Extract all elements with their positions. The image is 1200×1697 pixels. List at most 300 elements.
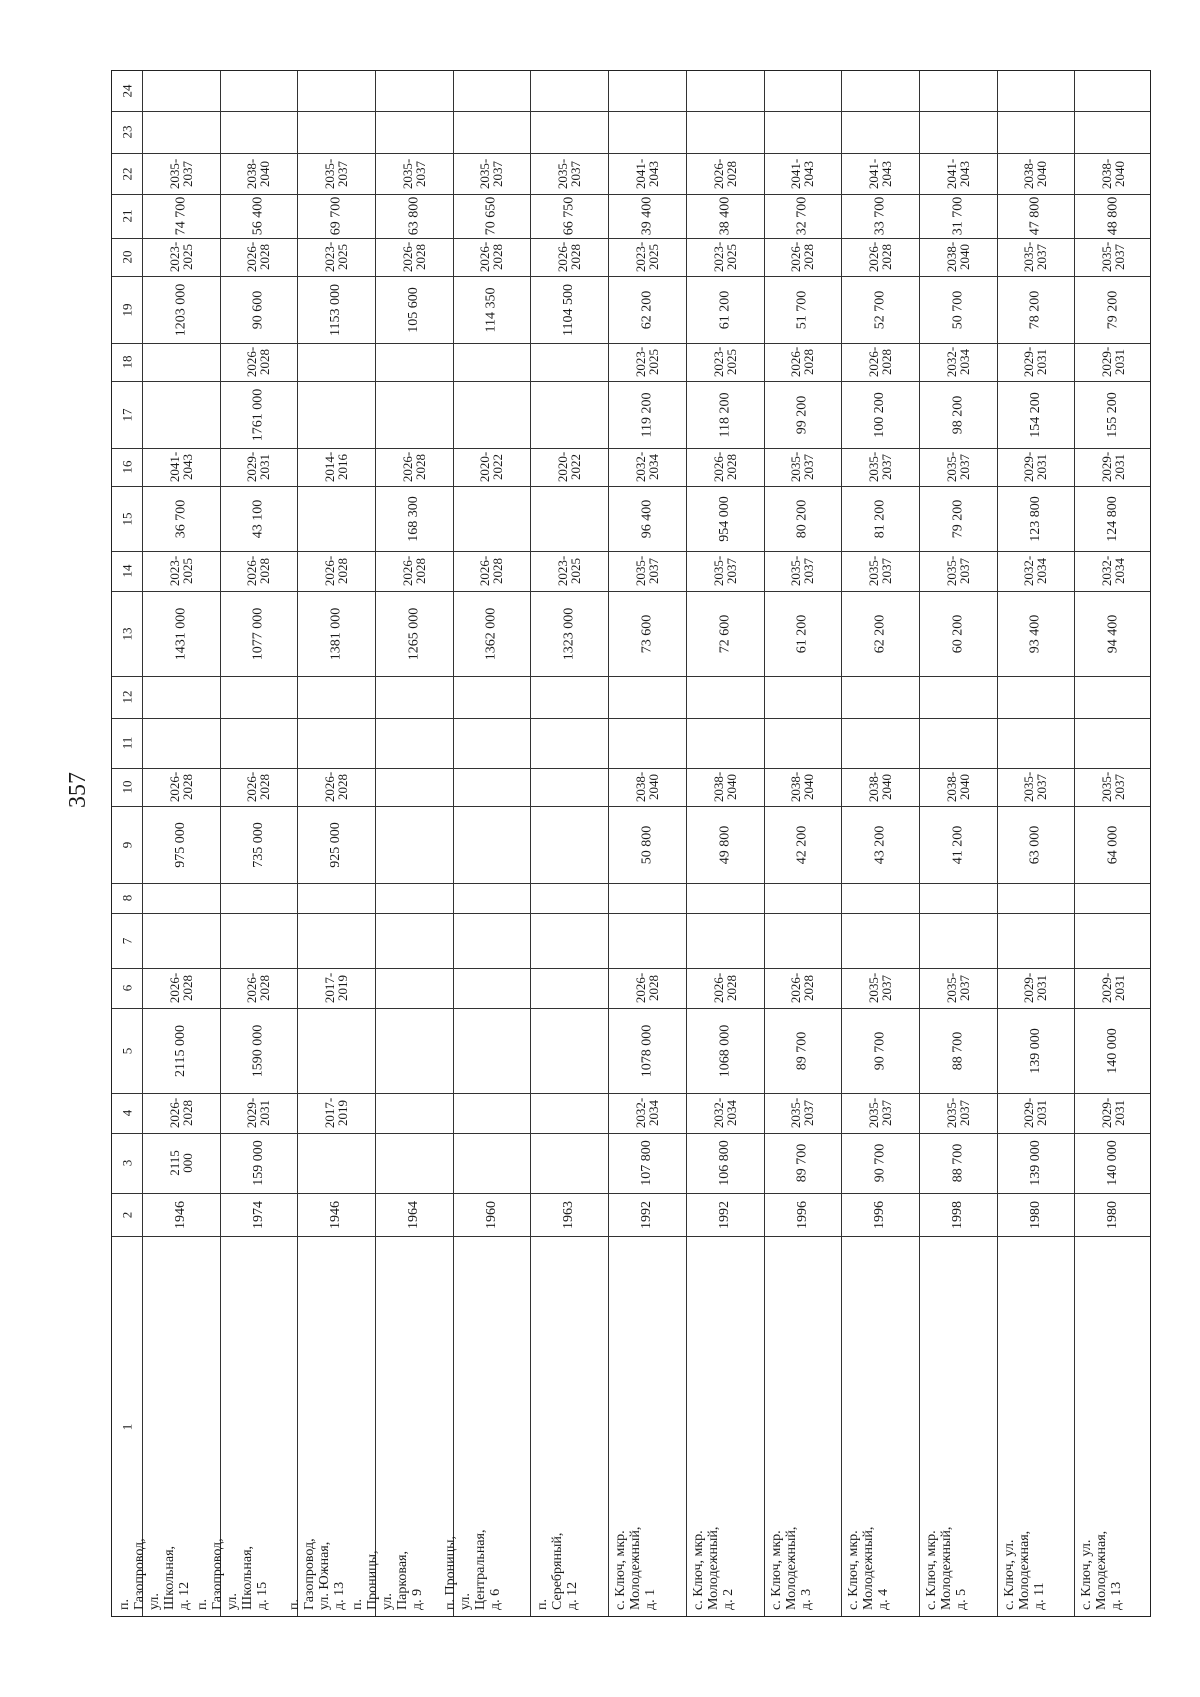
table-cell (686, 913, 764, 968)
table-cell (919, 768, 997, 806)
table-cell (764, 71, 841, 111)
cell-value: 2035- 2037 (555, 158, 583, 189)
table-cell (764, 194, 841, 238)
table-cell (1074, 591, 1152, 676)
cell-value: 2038- 2040 (944, 241, 972, 273)
table-cell (220, 551, 297, 591)
table-cell (530, 768, 608, 806)
cell-value: 96 400 (639, 499, 654, 538)
column-header-label: 23 (119, 125, 134, 139)
table-cell (841, 1133, 919, 1193)
cell-value: 1963 (561, 1200, 576, 1229)
cell-value: 168 300 (406, 495, 421, 542)
cell-value: 2026- 2028 (788, 241, 817, 273)
table-cell (453, 276, 530, 343)
table-cell (1074, 968, 1152, 1008)
table-cell (530, 71, 608, 111)
table-cell (686, 1193, 764, 1236)
table-cell (142, 238, 220, 276)
cell-value: 925 000 (328, 821, 343, 868)
cell-value: 52 700 (872, 290, 887, 329)
table-cell (686, 1008, 764, 1093)
table-cell (608, 71, 686, 111)
cell-value: 90 700 (872, 1031, 887, 1070)
address-label: с. Ключ, мкр. Молодежный, д. 3 (769, 1526, 814, 1610)
table-cell (453, 194, 530, 238)
cell-value: 118 200 (716, 392, 732, 437)
table-cell (764, 718, 841, 768)
table-cell (220, 883, 297, 913)
table-cell (453, 381, 530, 448)
table-cell (142, 591, 220, 676)
table-cell (453, 486, 530, 551)
column-header-label: 20 (119, 250, 134, 264)
table-cell (608, 551, 686, 591)
table-cell (142, 448, 220, 486)
cell-value: 72 600 (717, 614, 732, 653)
table-cell (220, 71, 297, 111)
cell-value: 41 200 (950, 825, 965, 864)
cell-value: 2023- 2025 (711, 346, 739, 378)
table-cell (686, 883, 764, 913)
table-cell (220, 1193, 297, 1236)
cell-value: 36 700 (173, 499, 188, 538)
table-cell (919, 1193, 997, 1236)
table-cell (919, 676, 997, 718)
table-cell (375, 276, 453, 343)
table-cell (841, 194, 919, 238)
table-cell (919, 153, 997, 194)
table-cell (608, 486, 686, 551)
cell-value: 2038- 2040 (711, 771, 739, 803)
cell-value: 2026- 2028 (244, 972, 273, 1004)
table-cell (997, 676, 1074, 718)
table-cell (1074, 676, 1152, 718)
cell-value: 2035- 2037 (1021, 241, 1050, 273)
cell-value: 61 200 (717, 290, 732, 329)
column-header-label: 3 (119, 1159, 134, 1167)
table-cell (764, 676, 841, 718)
column-header-label: 12 (119, 690, 134, 704)
cell-value: 1992 (639, 1200, 654, 1229)
cell-value: 2035- 2037 (788, 1097, 817, 1129)
column-header-label: 8 (119, 894, 134, 902)
table-cell (530, 883, 608, 913)
table-cell (919, 913, 997, 968)
column-header-9 (112, 806, 142, 883)
table-cell (530, 806, 608, 883)
table-cell (375, 913, 453, 968)
table-cell (686, 1093, 764, 1133)
table-cell (142, 1008, 220, 1093)
cell-value: 139 000 (1027, 1140, 1043, 1186)
table-cell (297, 381, 375, 448)
table-cell (220, 194, 297, 238)
table-cell (220, 343, 297, 381)
address-label: п. Проницы, ул. Центральная, д. 6 (443, 1529, 503, 1610)
cell-value: 106 800 (717, 1140, 732, 1186)
table-cell (1074, 238, 1152, 276)
cell-value: 2026- 2028 (322, 555, 350, 587)
cell-value: 2029- 2031 (244, 451, 273, 483)
table-cell (375, 1093, 453, 1133)
table-cell (1074, 194, 1152, 238)
table-cell (919, 448, 997, 486)
table-cell (530, 676, 608, 718)
table-cell (375, 343, 453, 381)
table-cell (997, 1236, 1074, 1618)
cell-value: 2026- 2028 (788, 346, 817, 378)
table-cell (608, 1133, 686, 1193)
table-cell (997, 1133, 1074, 1193)
table-cell (220, 768, 297, 806)
cell-value: 975 000 (173, 821, 188, 868)
table-cell (919, 343, 997, 381)
table-cell (919, 111, 997, 153)
cell-value: 140 000 (1105, 1140, 1120, 1186)
cell-value: 2026- 2028 (167, 771, 195, 803)
cell-value: 1998 (950, 1200, 965, 1229)
table-cell (1074, 153, 1152, 194)
cell-value: 2035- 2037 (866, 1097, 894, 1129)
table-cell (297, 153, 375, 194)
table-cell (530, 1008, 608, 1093)
table-cell (453, 551, 530, 591)
table-cell (608, 448, 686, 486)
table-cell (764, 968, 841, 1008)
table-cell (1074, 1236, 1152, 1618)
cell-value: 2035- 2037 (1099, 771, 1127, 803)
cell-value: 51 700 (794, 290, 810, 329)
table-cell (686, 238, 764, 276)
cell-value: 69 700 (328, 196, 343, 236)
cell-value: 1153 000 (327, 283, 343, 336)
column-header-17 (112, 381, 142, 448)
table-cell (220, 806, 297, 883)
table-cell (453, 883, 530, 913)
cell-value: 49 800 (717, 825, 732, 864)
address-label: с. Ключ, ул. Молодежная, д. 13 (1079, 1530, 1124, 1610)
column-header-label: 5 (119, 1047, 134, 1054)
table-cell (764, 913, 841, 968)
table-cell (686, 486, 764, 551)
table-cell (841, 768, 919, 806)
table-cell (608, 343, 686, 381)
table-cell (1074, 1193, 1152, 1236)
table-cell (1074, 1008, 1152, 1093)
cell-value: 2026- 2028 (711, 451, 739, 483)
table-cell (142, 1193, 220, 1236)
cell-value: 1946 (328, 1200, 343, 1229)
table-cell (1074, 486, 1152, 551)
cell-value: 78 200 (1027, 290, 1043, 329)
cell-value: 119 200 (638, 392, 654, 437)
table-cell (919, 883, 997, 913)
cell-value: 2115 000 (167, 1150, 195, 1176)
table-cell (220, 381, 297, 448)
table-cell (764, 806, 841, 883)
cell-value: 2032- 2034 (1021, 555, 1050, 587)
table-cell (1074, 806, 1152, 883)
cell-value: 2020- 2022 (477, 451, 506, 483)
cell-value: 2023- 2025 (711, 241, 739, 273)
cell-value: 2041- 2043 (167, 451, 195, 483)
column-header-24 (112, 71, 142, 111)
cell-value: 2035- 2037 (788, 555, 817, 587)
cell-value: 2023- 2025 (167, 241, 195, 273)
cell-value: 2041- 2043 (944, 158, 972, 189)
table-cell (608, 968, 686, 1008)
table-cell (220, 718, 297, 768)
cell-value: 2017- 2019 (322, 972, 350, 1004)
table-cell (841, 71, 919, 111)
cell-value: 2029- 2031 (1021, 1097, 1050, 1129)
column-header-label: 19 (119, 303, 134, 316)
column-header-21 (112, 194, 142, 238)
table-cell (919, 1093, 997, 1133)
column-header-22 (112, 153, 142, 194)
table-cell (686, 676, 764, 718)
column-header-label: 13 (119, 627, 134, 640)
column-header-label: 15 (119, 512, 134, 525)
table-cell (453, 718, 530, 768)
cell-value: 1068 000 (717, 1024, 732, 1077)
table-cell (220, 238, 297, 276)
table-cell (530, 913, 608, 968)
table-cell (997, 968, 1074, 1008)
cell-value: 2032- 2034 (711, 1097, 739, 1129)
table-cell (453, 1008, 530, 1093)
cell-value: 2029- 2031 (1099, 1097, 1127, 1129)
cell-value: 1996 (794, 1200, 810, 1229)
table-cell (453, 153, 530, 194)
table-cell (1074, 883, 1152, 913)
cell-value: 2023- 2025 (167, 555, 195, 587)
column-header-12 (112, 676, 142, 718)
address-label: с. Ключ, мкр. Молодежный, д. 1 (613, 1526, 658, 1610)
table-cell (686, 1236, 764, 1618)
table-cell (1074, 111, 1152, 153)
cell-value: 1104 500 (560, 283, 576, 336)
table-cell (195, 1236, 297, 1618)
column-header-4 (112, 1093, 142, 1133)
cell-value: 2032- 2034 (633, 451, 661, 483)
cell-value: 1980 (1105, 1200, 1120, 1229)
table-cell (375, 153, 453, 194)
table-cell (608, 883, 686, 913)
table-cell (608, 153, 686, 194)
table-cell (997, 1008, 1074, 1093)
column-header-14 (112, 551, 142, 591)
cell-value: 2035- 2037 (633, 555, 661, 587)
table-cell (1074, 448, 1152, 486)
table-cell (142, 913, 220, 968)
table-cell (453, 591, 530, 676)
cell-value: 140 000 (1105, 1027, 1120, 1074)
table-cell (1074, 1093, 1152, 1133)
table-cell (375, 71, 453, 111)
table-cell (997, 883, 1074, 913)
cell-value: 2035- 2037 (477, 158, 506, 189)
cell-value: 2026- 2028 (633, 972, 661, 1004)
table-cell (220, 676, 297, 718)
cell-value: 2029- 2031 (1021, 972, 1050, 1004)
column-header-label: 9 (119, 841, 134, 848)
table-cell (297, 71, 375, 111)
cell-value: 94 400 (1105, 614, 1120, 653)
cell-value: 1992 (717, 1200, 732, 1229)
column-header-label: 4 (119, 1109, 134, 1117)
table-cell (142, 111, 220, 153)
cell-value: 1077 000 (250, 607, 266, 660)
table-cell (297, 1093, 375, 1133)
table-cell (1074, 768, 1152, 806)
table-cell (764, 1236, 841, 1618)
table-cell (997, 194, 1074, 238)
cell-value: 2026- 2028 (400, 241, 428, 273)
column-header-6 (112, 968, 142, 1008)
cell-value: 154 200 (1027, 391, 1043, 438)
table-cell (686, 448, 764, 486)
table-cell (1074, 913, 1152, 968)
table-cell (608, 381, 686, 448)
table-cell (350, 1236, 453, 1618)
cell-value: 2023- 2025 (555, 555, 583, 587)
table-cell (375, 238, 453, 276)
table-cell (453, 676, 530, 718)
table-cell (530, 194, 608, 238)
table-cell (608, 194, 686, 238)
table-cell (919, 194, 997, 238)
table-cell (764, 343, 841, 381)
column-header-label: 1 (119, 1423, 134, 1431)
cell-value: 2029- 2031 (244, 1097, 273, 1129)
column-header-13 (112, 591, 142, 676)
cell-value: 2023- 2025 (633, 241, 661, 273)
table-cell (608, 1093, 686, 1133)
table-cell (530, 111, 608, 153)
table-cell (453, 1193, 530, 1236)
table-cell (608, 1008, 686, 1093)
cell-value: 2026- 2028 (400, 555, 428, 587)
cell-value: 2035- 2037 (944, 1097, 972, 1129)
table-cell (1074, 71, 1152, 111)
table-cell (142, 968, 220, 1008)
cell-value: 2026- 2028 (400, 451, 428, 483)
cell-value: 2035- 2037 (866, 972, 894, 1004)
table-cell (608, 1193, 686, 1236)
table-cell (686, 1133, 764, 1193)
table-cell (1074, 1133, 1152, 1193)
table-cell (841, 718, 919, 768)
table-cell (841, 1008, 919, 1093)
table-cell (841, 448, 919, 486)
table-cell (453, 71, 530, 111)
cell-value: 1964 (406, 1200, 421, 1229)
cell-value: 2017- 2019 (322, 1097, 350, 1129)
table-cell (997, 486, 1074, 551)
address-label: п. Серебряный, д. 12 (535, 1532, 580, 1610)
table-cell (375, 768, 453, 806)
table-cell (297, 591, 375, 676)
table-cell (297, 1133, 375, 1193)
table-cell (453, 913, 530, 968)
cell-value: 74 700 (173, 196, 188, 236)
table-cell (297, 806, 375, 883)
table-cell (530, 551, 608, 591)
table-cell (841, 883, 919, 913)
cell-value: 2029- 2031 (1099, 451, 1127, 483)
table-cell (530, 343, 608, 381)
table-cell (686, 111, 764, 153)
table-cell (841, 153, 919, 194)
table-cell (375, 591, 453, 676)
table-cell (530, 1193, 608, 1236)
cell-value: 2038- 2040 (788, 771, 817, 803)
table-cell (453, 1133, 530, 1193)
table-cell (297, 238, 375, 276)
table-cell (297, 111, 375, 153)
column-header-label: 21 (119, 209, 134, 223)
table-cell (453, 111, 530, 153)
table-cell (997, 153, 1074, 194)
cell-value: 42 200 (794, 825, 810, 864)
table-cell (919, 968, 997, 1008)
table-cell (443, 1236, 530, 1618)
column-header-10 (112, 768, 142, 806)
table-cell (375, 1133, 453, 1193)
table-cell (142, 718, 220, 768)
table-cell (608, 768, 686, 806)
cell-value: 2026- 2028 (167, 972, 195, 1004)
table-cell (841, 343, 919, 381)
table-cell (297, 913, 375, 968)
cell-value: 155 200 (1105, 391, 1120, 438)
cell-value: 1265 000 (406, 607, 421, 660)
table-cell (841, 968, 919, 1008)
cell-value: 2041- 2043 (788, 158, 817, 189)
table-cell (997, 913, 1074, 968)
table-cell (764, 551, 841, 591)
cell-value: 2029- 2031 (1021, 451, 1050, 483)
column-header-15 (112, 486, 142, 551)
cell-value: 107 800 (639, 1140, 654, 1186)
table-cell (686, 381, 764, 448)
column-header-2 (112, 1193, 142, 1236)
table-cell (220, 591, 297, 676)
cell-value: 64 000 (1105, 825, 1120, 864)
table-cell (919, 238, 997, 276)
cell-value: 1946 (173, 1200, 188, 1229)
cell-value: 66 750 (561, 196, 576, 236)
table-cell (997, 1193, 1074, 1236)
cell-value: 2038- 2040 (866, 771, 894, 803)
column-header-18 (112, 343, 142, 381)
column-header-19 (112, 276, 142, 343)
table-cell (919, 71, 997, 111)
table-cell (375, 968, 453, 1008)
table-cell (1074, 343, 1152, 381)
table-cell (997, 806, 1074, 883)
table-cell (530, 153, 608, 194)
table-cell (142, 1133, 220, 1193)
cell-value: 2035- 2037 (322, 158, 350, 189)
cell-value: 1761 000 (250, 388, 266, 441)
table-cell (142, 768, 220, 806)
cell-value: 2026- 2028 (477, 241, 506, 273)
cell-value: 60 200 (950, 614, 965, 653)
cell-value: 2032- 2034 (944, 346, 972, 378)
